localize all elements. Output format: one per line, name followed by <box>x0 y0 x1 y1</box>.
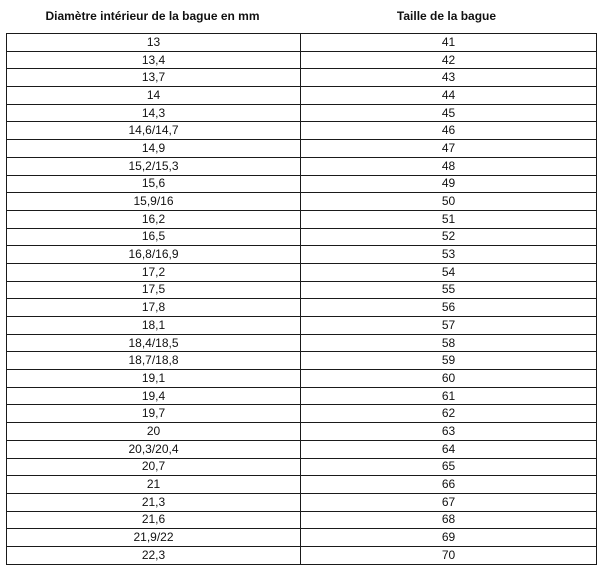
ring-size-cell: 65 <box>301 458 597 476</box>
inner-diameter-cell: 16,5 <box>7 228 301 246</box>
table-row <box>7 246 597 264</box>
table-row <box>7 511 597 529</box>
inner-diameter-cell: 14,3 <box>7 104 301 122</box>
ring-size-cell: 50 <box>301 193 597 211</box>
table-row <box>7 370 597 388</box>
table-row <box>7 51 597 69</box>
header-ring-size: Taille de la bague <box>396 9 497 23</box>
inner-diameter-cell: 14 <box>7 87 301 105</box>
ring-size-table <box>6 33 597 565</box>
ring-size-cell: 49 <box>301 175 597 193</box>
table-row <box>7 175 597 193</box>
inner-diameter-cell: 20 <box>7 423 301 441</box>
inner-diameter-cell: 15,9/16 <box>7 193 301 211</box>
inner-diameter-cell: 18,7/18,8 <box>7 352 301 370</box>
ring-size-cell: 51 <box>301 210 597 228</box>
table-body <box>7 34 597 565</box>
header-inner-diameter: Diamètre intérieur de la bague en mm <box>45 9 260 23</box>
inner-diameter-cell: 21,6 <box>7 511 301 529</box>
table-row <box>7 352 597 370</box>
table-header-row <box>6 8 594 24</box>
inner-diameter-cell: 16,2 <box>7 210 301 228</box>
inner-diameter-cell: 21,9/22 <box>7 529 301 547</box>
table-row <box>7 476 597 494</box>
table-row <box>7 157 597 175</box>
ring-size-cell: 54 <box>301 263 597 281</box>
inner-diameter-cell: 18,4/18,5 <box>7 334 301 352</box>
table-row <box>7 69 597 87</box>
table-row <box>7 122 597 140</box>
table-row <box>7 263 597 281</box>
inner-diameter-cell: 18,1 <box>7 317 301 335</box>
table-row <box>7 228 597 246</box>
table-row <box>7 317 597 335</box>
ring-size-cell: 48 <box>301 157 597 175</box>
ring-size-cell: 59 <box>301 352 597 370</box>
table-row <box>7 493 597 511</box>
ring-size-cell: 67 <box>301 493 597 511</box>
ring-size-cell: 69 <box>301 529 597 547</box>
ring-size-cell: 56 <box>301 299 597 317</box>
table-row <box>7 458 597 476</box>
inner-diameter-cell: 13,7 <box>7 69 301 87</box>
table-row <box>7 440 597 458</box>
table-row <box>7 334 597 352</box>
table-row <box>7 87 597 105</box>
ring-size-cell: 55 <box>301 281 597 299</box>
ring-size-cell: 61 <box>301 387 597 405</box>
inner-diameter-cell: 14,6/14,7 <box>7 122 301 140</box>
ring-size-cell: 70 <box>301 546 597 564</box>
inner-diameter-cell: 15,2/15,3 <box>7 157 301 175</box>
inner-diameter-cell: 19,1 <box>7 370 301 388</box>
inner-diameter-cell: 22,3 <box>7 546 301 564</box>
table-row <box>7 193 597 211</box>
table-row <box>7 529 597 547</box>
table-row <box>7 140 597 158</box>
ring-size-cell: 57 <box>301 317 597 335</box>
ring-size-cell: 46 <box>301 122 597 140</box>
inner-diameter-cell: 20,7 <box>7 458 301 476</box>
ring-size-cell: 58 <box>301 334 597 352</box>
ring-size-cell: 66 <box>301 476 597 494</box>
ring-size-cell: 47 <box>301 140 597 158</box>
ring-size-cell: 62 <box>301 405 597 423</box>
ring-size-cell: 63 <box>301 423 597 441</box>
table-row <box>7 546 597 564</box>
ring-size-cell: 45 <box>301 104 597 122</box>
inner-diameter-cell: 16,8/16,9 <box>7 246 301 264</box>
ring-size-cell: 41 <box>301 34 597 52</box>
inner-diameter-cell: 13,4 <box>7 51 301 69</box>
inner-diameter-cell: 21 <box>7 476 301 494</box>
inner-diameter-cell: 15,6 <box>7 175 301 193</box>
inner-diameter-cell: 17,2 <box>7 263 301 281</box>
table-row <box>7 104 597 122</box>
ring-size-cell: 43 <box>301 69 597 87</box>
table-row <box>7 210 597 228</box>
table-row <box>7 299 597 317</box>
inner-diameter-cell: 19,7 <box>7 405 301 423</box>
inner-diameter-cell: 17,8 <box>7 299 301 317</box>
table-row <box>7 387 597 405</box>
table-row <box>7 281 597 299</box>
ring-size-cell: 60 <box>301 370 597 388</box>
inner-diameter-cell: 17,5 <box>7 281 301 299</box>
inner-diameter-cell: 19,4 <box>7 387 301 405</box>
ring-size-cell: 53 <box>301 246 597 264</box>
table-row <box>7 405 597 423</box>
ring-size-cell: 68 <box>301 511 597 529</box>
ring-size-cell: 44 <box>301 87 597 105</box>
table-row <box>7 34 597 52</box>
inner-diameter-cell: 13 <box>7 34 301 52</box>
ring-size-cell: 52 <box>301 228 597 246</box>
inner-diameter-cell: 21,3 <box>7 493 301 511</box>
inner-diameter-cell: 20,3/20,4 <box>7 440 301 458</box>
ring-size-cell: 42 <box>301 51 597 69</box>
inner-diameter-cell: 14,9 <box>7 140 301 158</box>
ring-size-cell: 64 <box>301 440 597 458</box>
table-row <box>7 423 597 441</box>
